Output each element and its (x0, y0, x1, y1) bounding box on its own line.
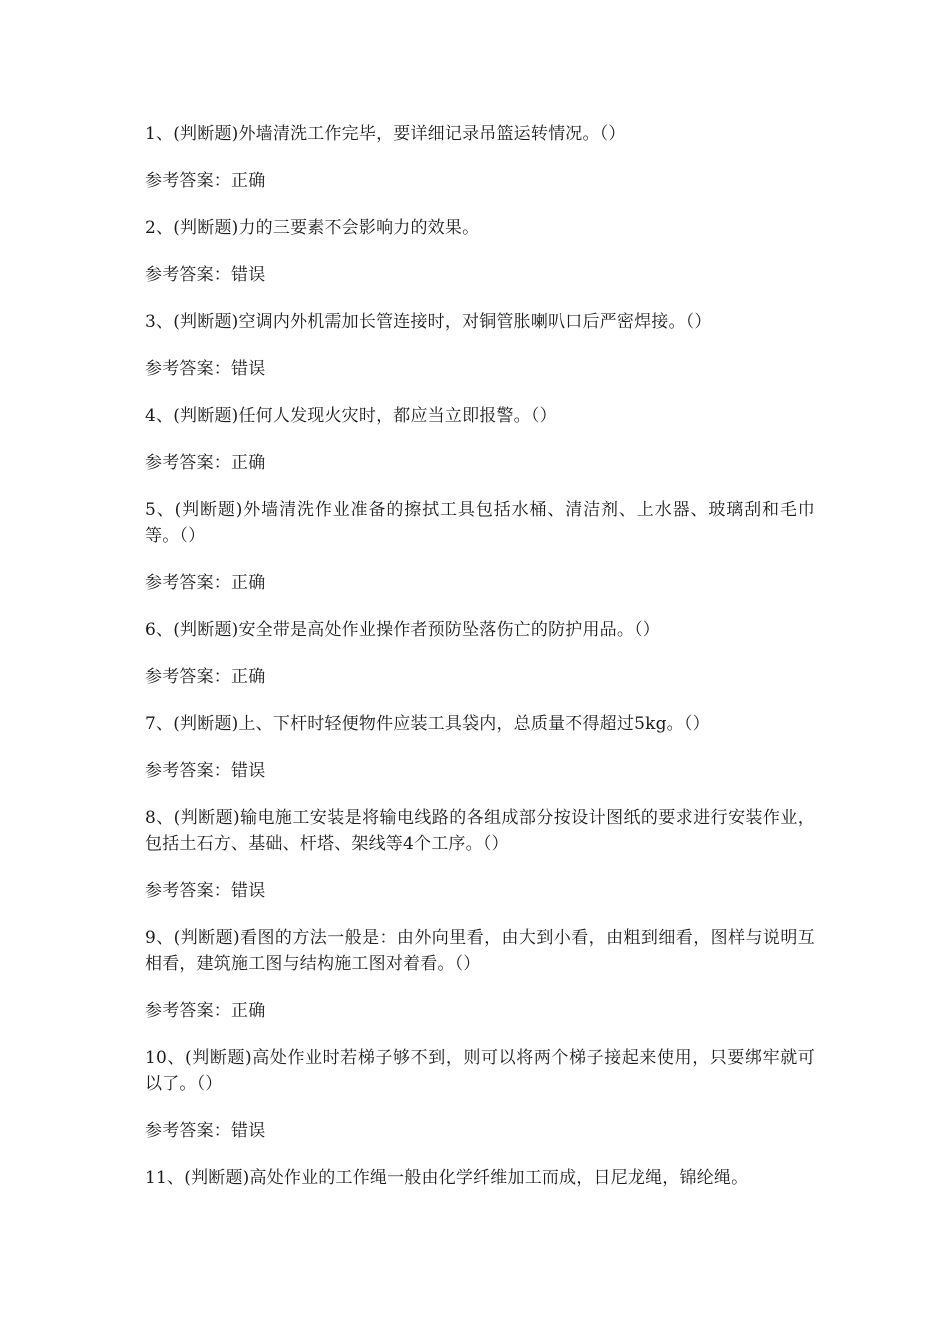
answer-1 (145, 168, 815, 194)
answer-label: 参考答案： (145, 1001, 231, 1021)
answer-value: 正确 (231, 171, 266, 191)
question-4: 4、(判断题)任何人发现火灾时，都应当立即报警。（） (145, 406, 557, 426)
answer-5 (145, 570, 815, 596)
answer-label: 参考答案： (145, 453, 231, 473)
question-5: 5、(判断题)外墙清洗作业准备的擦拭工具包括水桶、清洁剂、上水器、玻璃刮和毛巾等。（） (145, 500, 815, 546)
answer-8 (145, 878, 815, 904)
question-9: 9、(判断题)看图的方法一般是：由外向里看，由大到小看，由粗到细看，图样与说明互相看，建筑施工图与结构施工图对着看。（） (145, 928, 815, 974)
question-1: 1、(判断题)外墙清洗工作完毕，要详细记录吊篮运转情况。（） (145, 124, 626, 144)
answer-value: 错误 (231, 881, 266, 901)
question-11: 11、(判断题)高处作业的工作绳一般由化学纤维加工而成，日尼龙绳，锦纶绳。 (145, 1168, 749, 1188)
answer-value: 错误 (231, 761, 266, 781)
question-10: 10、(判断题)高处作业时若梯子够不到，则可以将两个梯子接起来使用，只要绑牢就可以了。（） (145, 1048, 815, 1094)
answer-label: 参考答案： (145, 881, 231, 901)
answer-label: 参考答案： (145, 359, 231, 379)
answer-6 (145, 664, 815, 690)
answer-value: 正确 (231, 453, 266, 473)
answer-9 (145, 998, 815, 1024)
answer-7 (145, 758, 815, 784)
answer-label: 参考答案： (145, 265, 231, 285)
answer-4 (145, 450, 815, 476)
answer-value: 错误 (231, 1121, 266, 1141)
answer-label: 参考答案： (145, 171, 231, 191)
answer-value: 正确 (231, 573, 266, 593)
answer-label: 参考答案： (145, 667, 231, 687)
answer-label: 参考答案： (145, 1121, 231, 1141)
answer-value: 错误 (231, 359, 266, 379)
question-8: 8、(判断题)输电施工安装是将输电线路的各组成部分按设计图纸的要求进行安装作业，包括土石方、基础、杆塔、架线等4个工序。（） (145, 808, 815, 854)
question-6: 6、(判断题)安全带是高处作业操作者预防坠落伤亡的防护用品。（） (145, 620, 660, 640)
answer-label: 参考答案： (145, 761, 231, 781)
question-list (145, 121, 815, 1191)
answer-label: 参考答案： (145, 573, 231, 593)
question-2: 2、(判断题)力的三要素不会影响力的效果。 (145, 218, 480, 238)
answer-value: 正确 (231, 667, 266, 687)
answer-2 (145, 262, 815, 288)
question-7: 7、(判断题)上、下杆时轻便物件应装工具袋内，总质量不得超过5kg。（） (145, 714, 710, 734)
question-3: 3、(判断题)空调内外机需加长管连接时，对铜管胀喇叭口后严密焊接。（） (145, 312, 712, 332)
answer-value: 正确 (231, 1001, 266, 1021)
answer-3 (145, 356, 815, 382)
answer-10 (145, 1118, 815, 1144)
answer-value: 错误 (231, 265, 266, 285)
